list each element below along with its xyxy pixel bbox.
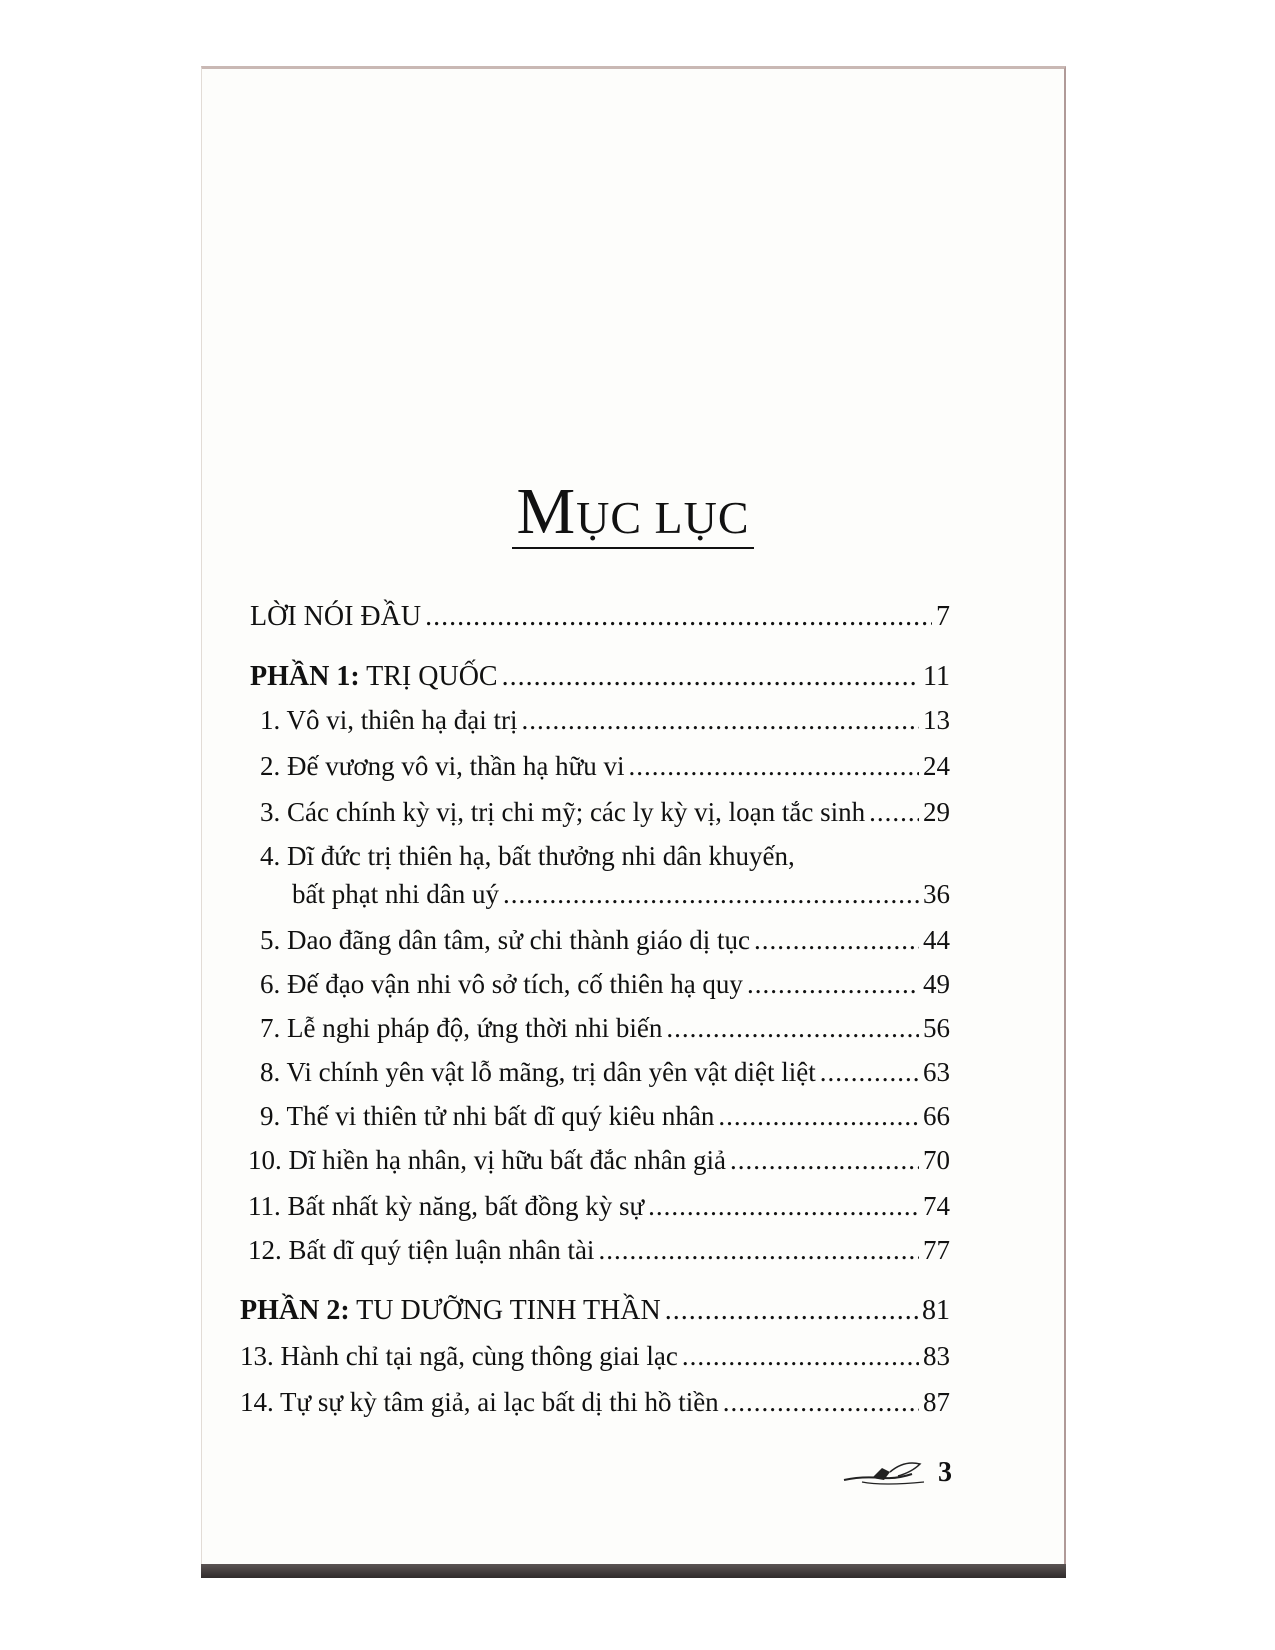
toc-entry-part-2[interactable]: PHẦN 2: TU DƯỠNG TINH THẦN ..... 81 [240,1295,950,1327]
dot-leader [666,1013,919,1044]
toc-entry-6[interactable]: 6. Đế đạo vận nhi vô sở tích, cố thiên hạ quy ..... 49 [260,969,950,1000]
toc-entry-11[interactable]: 11. Bất nhất kỳ năng, bất đồng kỳ sự ..... 74 [248,1191,950,1222]
show-through-text [247,159,1047,207]
quill-ornament-icon [842,1458,932,1488]
toc-entry-9[interactable]: 9. Thế vi thiên tử nhi bất dĩ quý kiêu nhân ..... 66 [260,1101,950,1132]
dot-leader [598,1235,919,1266]
dot-leader [503,879,919,910]
toc-entry-8[interactable]: 8. Vi chính yên vật lỗ mãng, trị dân yên vật diệt liệt ..... 63 [260,1057,950,1088]
dot-leader [723,1387,919,1418]
dot-leader [747,969,919,1000]
toc-entry-preface[interactable]: LỜI NÓI ĐẦU ..... 7 [250,601,950,633]
dot-leader [665,1295,918,1327]
dot-leader [869,797,919,828]
dot-leader [502,661,919,693]
toc-entry-part-1[interactable]: PHẦN 1: TRỊ QUỐC ..... 11 [250,661,950,693]
toc-entry-7[interactable]: 7. Lễ nghi pháp độ, ứng thời nhi biến ..... 56 [260,1013,950,1044]
dot-leader [629,751,920,782]
page-number: 3 [938,1457,952,1488]
dot-leader [820,1057,919,1088]
toc-entry-4[interactable]: bất phạt nhi dân uý ..... 36 [292,879,950,910]
toc-entry-14[interactable]: 14. Tự sự kỳ tâm giả, ai lạc bất dị thi hồ tiền ..... 87 [240,1387,950,1418]
page-title [202,475,1064,549]
book-page [201,66,1066,1576]
dot-leader [730,1145,919,1176]
toc-entry-3[interactable]: 3. Các chính kỳ vị, trị chi mỹ; các ly kỳ vị, loạn tắc sinh ..... 29 [260,797,950,828]
title-underline: MỤC LỤC [512,479,753,549]
toc-entry-5[interactable]: 5. Dao đãng dân tâm, sử chi thành giáo dị tục ..... 44 [260,925,950,956]
toc-entry-2[interactable]: 2. Đế vương vô vi, thần hạ hữu vi ..... 24 [260,751,950,782]
dot-leader [425,601,932,633]
toc-entry-10[interactable]: 10. Dĩ hiền hạ nhân, vị hữu bất đắc nhân giả ..... 70 [248,1145,950,1176]
toc-entry-4-line-1[interactable]: 4. Dĩ đức trị thiên hạ, bất thưởng nhi dân khuyến, [260,841,795,871]
dot-leader [648,1191,919,1222]
dot-leader [682,1341,919,1372]
page-folio [842,1457,952,1489]
toc-entry-1[interactable]: 1. Vô vi, thiên hạ đại trị ..... 13 [260,705,950,736]
toc-entry-12[interactable]: 12. Bất dĩ quý tiện luận nhân tài ..... 77 [248,1235,950,1266]
dot-leader [521,705,919,736]
toc-entry-13[interactable]: 13. Hành chỉ tại ngã, cùng thông giai lạc ..... 83 [240,1341,950,1372]
dot-leader [718,1101,919,1132]
dot-leader [754,925,919,956]
page-bottom-edge [201,1564,1066,1578]
